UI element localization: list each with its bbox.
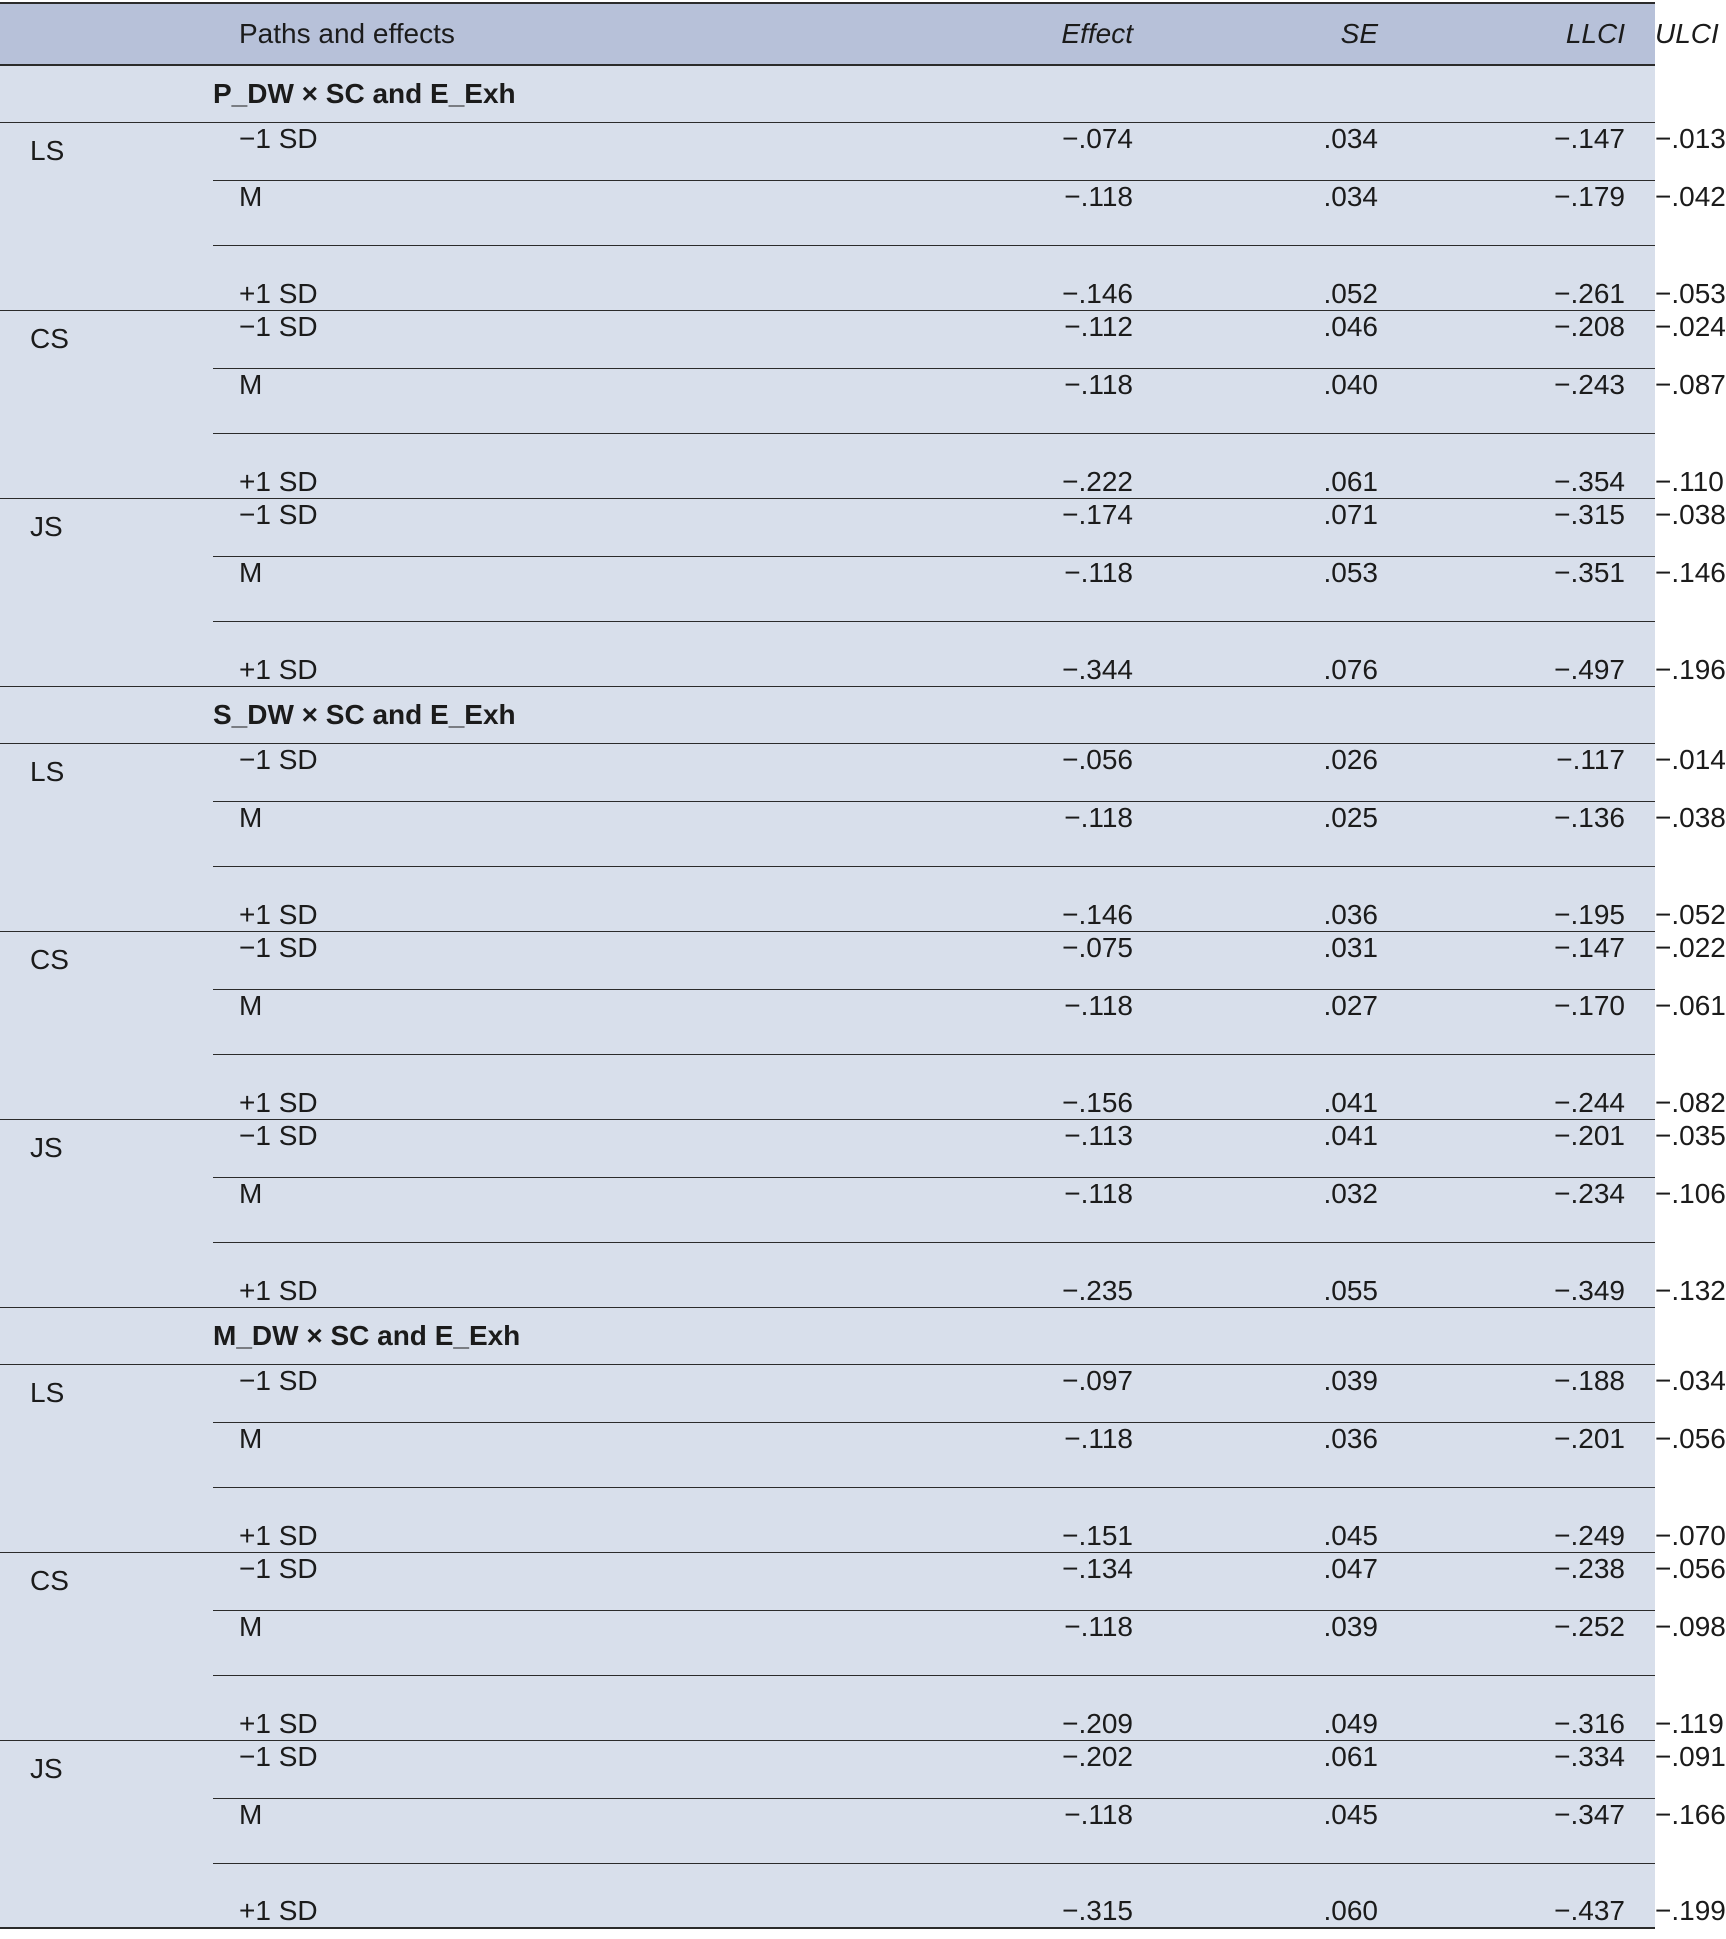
- llci-cell: −.208: [1408, 310, 1655, 368]
- llci-cell: −.261: [1408, 245, 1655, 310]
- header-llci: LLCI: [1408, 3, 1655, 65]
- section-blank: [0, 1307, 213, 1364]
- group-label: CS: [0, 931, 213, 1119]
- effect-cell: −.118: [933, 1798, 1163, 1863]
- group-label: JS: [0, 1119, 213, 1307]
- effect-cell: −.344: [933, 621, 1163, 686]
- se-cell: .027: [1163, 989, 1408, 1054]
- se-cell: .053: [1163, 556, 1408, 621]
- group-label: LS: [0, 122, 213, 310]
- level-cell: −1 SD: [213, 1364, 933, 1422]
- table-row: M −.118 .045 −.347 −.166: [0, 1798, 1655, 1863]
- llci-cell: −.497: [1408, 621, 1655, 686]
- section-row: [0, 65, 1655, 122]
- level-cell: M: [213, 1422, 933, 1487]
- llci-cell: −.170: [1408, 989, 1655, 1054]
- level-cell: +1 SD: [213, 1242, 933, 1307]
- effects-table: [0, 2, 1726, 1929]
- table-row: +1 SD −.146 .052 −.261 −.053: [0, 245, 1655, 310]
- table-body: [0, 65, 1726, 1928]
- table-row: M −.118 .039 −.252 −.098: [0, 1610, 1655, 1675]
- se-cell: .076: [1163, 621, 1408, 686]
- effect-cell: −.156: [933, 1054, 1163, 1119]
- effect-cell: −.209: [933, 1675, 1163, 1740]
- se-cell: .036: [1163, 1422, 1408, 1487]
- table-row: M −.118 .034 −.179 −.042: [0, 180, 1655, 245]
- llci-cell: −.147: [1408, 931, 1655, 989]
- level-cell: +1 SD: [213, 433, 933, 498]
- se-cell: .061: [1163, 433, 1408, 498]
- effect-cell: −.151: [933, 1487, 1163, 1552]
- se-cell: .041: [1163, 1054, 1408, 1119]
- section-row: [0, 1307, 1655, 1364]
- level-cell: +1 SD: [213, 245, 933, 310]
- table-row: +1 SD −.156 .041 −.244 −.082: [0, 1054, 1655, 1119]
- section-blank: [0, 686, 213, 743]
- level-cell: M: [213, 801, 933, 866]
- se-cell: .034: [1163, 122, 1408, 180]
- table-row: +1 SD −.344 .076 −.497 −.196: [0, 621, 1655, 686]
- table-row: M −.118 .053 −.351 −.146: [0, 556, 1655, 621]
- effect-cell: −.118: [933, 801, 1163, 866]
- effect-cell: −.113: [933, 1119, 1163, 1177]
- effect-cell: −.075: [933, 931, 1163, 989]
- effect-cell: −.146: [933, 866, 1163, 931]
- group-label: LS: [0, 1364, 213, 1552]
- level-cell: M: [213, 368, 933, 433]
- effect-cell: −.118: [933, 556, 1163, 621]
- level-cell: M: [213, 1610, 933, 1675]
- llci-cell: −.234: [1408, 1177, 1655, 1242]
- effect-cell: −.118: [933, 368, 1163, 433]
- header-row: Paths and effects Effect SE LLCI ULCI: [0, 3, 1655, 65]
- llci-cell: −.195: [1408, 866, 1655, 931]
- llci-cell: −.249: [1408, 1487, 1655, 1552]
- level-cell: M: [213, 1798, 933, 1863]
- table-row: M −.118 .036 −.201 −.056: [0, 1422, 1655, 1487]
- llci-cell: −.188: [1408, 1364, 1655, 1422]
- section-title: P_DW × SC and E_Exh: [213, 65, 1655, 122]
- level-cell: +1 SD: [213, 866, 933, 931]
- header-se: SE: [1163, 3, 1408, 65]
- se-cell: .046: [1163, 310, 1408, 368]
- se-cell: .055: [1163, 1242, 1408, 1307]
- table-row: +1 SD −.315 .060 −.437 −.199: [0, 1863, 1655, 1928]
- se-cell: .026: [1163, 743, 1408, 801]
- level-cell: −1 SD: [213, 1119, 933, 1177]
- effect-cell: −.222: [933, 433, 1163, 498]
- table-row: LS −1 SD −.074 .034 −.147 −.013: [0, 122, 1655, 180]
- se-cell: .034: [1163, 180, 1408, 245]
- effect-cell: −.112: [933, 310, 1163, 368]
- llci-cell: −.238: [1408, 1552, 1655, 1610]
- se-cell: .036: [1163, 866, 1408, 931]
- effect-cell: −.118: [933, 1610, 1163, 1675]
- se-cell: .045: [1163, 1487, 1408, 1552]
- se-cell: .040: [1163, 368, 1408, 433]
- llci-cell: −.334: [1408, 1740, 1655, 1798]
- table-row: CS −1 SD −.075 .031 −.147 −.022: [0, 931, 1655, 989]
- llci-cell: −.252: [1408, 1610, 1655, 1675]
- se-cell: .071: [1163, 498, 1408, 556]
- table-row: JS −1 SD −.113 .041 −.201 −.035: [0, 1119, 1655, 1177]
- llci-cell: −.316: [1408, 1675, 1655, 1740]
- llci-cell: −.347: [1408, 1798, 1655, 1863]
- table-row: +1 SD −.209 .049 −.316 −.119: [0, 1675, 1655, 1740]
- table-row: CS −1 SD −.134 .047 −.238 −.056: [0, 1552, 1655, 1610]
- effect-cell: −.174: [933, 498, 1163, 556]
- table-row: M −.118 .040 −.243 −.087: [0, 368, 1655, 433]
- level-cell: +1 SD: [213, 1487, 933, 1552]
- table-row: +1 SD −.151 .045 −.249 −.070: [0, 1487, 1655, 1552]
- level-cell: −1 SD: [213, 931, 933, 989]
- level-cell: −1 SD: [213, 122, 933, 180]
- level-cell: M: [213, 1177, 933, 1242]
- effect-cell: −.097: [933, 1364, 1163, 1422]
- header-paths-and-effects: Paths and effects: [213, 3, 933, 65]
- llci-cell: −.315: [1408, 498, 1655, 556]
- group-label: JS: [0, 498, 213, 686]
- level-cell: M: [213, 556, 933, 621]
- llci-cell: −.354: [1408, 433, 1655, 498]
- se-cell: .061: [1163, 1740, 1408, 1798]
- se-cell: .060: [1163, 1863, 1408, 1928]
- section-title: M_DW × SC and E_Exh: [213, 1307, 1655, 1364]
- se-cell: .039: [1163, 1610, 1408, 1675]
- group-label: LS: [0, 743, 213, 931]
- llci-cell: −.244: [1408, 1054, 1655, 1119]
- group-label: CS: [0, 1552, 213, 1740]
- effect-cell: −.118: [933, 1177, 1163, 1242]
- se-cell: .047: [1163, 1552, 1408, 1610]
- level-cell: +1 SD: [213, 1675, 933, 1740]
- effect-cell: −.056: [933, 743, 1163, 801]
- table-row: JS −1 SD −.174 .071 −.315 −.038: [0, 498, 1655, 556]
- header-effect: Effect: [933, 3, 1163, 65]
- llci-cell: −.179: [1408, 180, 1655, 245]
- group-label: CS: [0, 310, 213, 498]
- se-cell: .041: [1163, 1119, 1408, 1177]
- table-row: CS −1 SD −.112 .046 −.208 −.024: [0, 310, 1655, 368]
- level-cell: +1 SD: [213, 621, 933, 686]
- effect-cell: −.118: [933, 989, 1163, 1054]
- llci-cell: −.437: [1408, 1863, 1655, 1928]
- se-cell: .052: [1163, 245, 1408, 310]
- header-blank: [0, 3, 213, 65]
- level-cell: −1 SD: [213, 498, 933, 556]
- llci-cell: −.147: [1408, 122, 1655, 180]
- section-title: S_DW × SC and E_Exh: [213, 686, 1655, 743]
- level-cell: −1 SD: [213, 310, 933, 368]
- effect-cell: −.146: [933, 245, 1163, 310]
- table-row: +1 SD −.222 .061 −.354 −.110: [0, 433, 1655, 498]
- table-row: LS −1 SD −.097 .039 −.188 −.034: [0, 1364, 1655, 1422]
- llci-cell: −.349: [1408, 1242, 1655, 1307]
- section-row: [0, 686, 1655, 743]
- effect-cell: −.202: [933, 1740, 1163, 1798]
- level-cell: M: [213, 180, 933, 245]
- table-row: +1 SD −.146 .036 −.195 −.052: [0, 866, 1655, 931]
- level-cell: −1 SD: [213, 1552, 933, 1610]
- table-row: +1 SD −.235 .055 −.349 −.132: [0, 1242, 1655, 1307]
- table-row: M −.118 .032 −.234 −.106: [0, 1177, 1655, 1242]
- table-header: [0, 3, 1719, 65]
- llci-cell: −.117: [1408, 743, 1655, 801]
- table-row: JS −1 SD −.202 .061 −.334 −.091: [0, 1740, 1655, 1798]
- effect-cell: −.074: [933, 122, 1163, 180]
- llci-cell: −.136: [1408, 801, 1655, 866]
- level-cell: +1 SD: [213, 1863, 933, 1928]
- effect-cell: −.315: [933, 1863, 1163, 1928]
- level-cell: M: [213, 989, 933, 1054]
- llci-cell: −.201: [1408, 1422, 1655, 1487]
- level-cell: +1 SD: [213, 1054, 933, 1119]
- se-cell: .032: [1163, 1177, 1408, 1242]
- llci-cell: −.201: [1408, 1119, 1655, 1177]
- table-row: LS −1 SD −.056 .026 −.117 −.014: [0, 743, 1655, 801]
- level-cell: −1 SD: [213, 1740, 933, 1798]
- llci-cell: −.351: [1408, 556, 1655, 621]
- section-blank: [0, 65, 213, 122]
- effect-cell: −.235: [933, 1242, 1163, 1307]
- se-cell: .031: [1163, 931, 1408, 989]
- table-row: M −.118 .027 −.170 −.061: [0, 989, 1655, 1054]
- effect-cell: −.134: [933, 1552, 1163, 1610]
- effect-cell: −.118: [933, 1422, 1163, 1487]
- llci-cell: −.243: [1408, 368, 1655, 433]
- se-cell: .045: [1163, 1798, 1408, 1863]
- table-row: M −.118 .025 −.136 −.038: [0, 801, 1655, 866]
- level-cell: −1 SD: [213, 743, 933, 801]
- group-label: JS: [0, 1740, 213, 1928]
- se-cell: .039: [1163, 1364, 1408, 1422]
- se-cell: .049: [1163, 1675, 1408, 1740]
- se-cell: .025: [1163, 801, 1408, 866]
- effect-cell: −.118: [933, 180, 1163, 245]
